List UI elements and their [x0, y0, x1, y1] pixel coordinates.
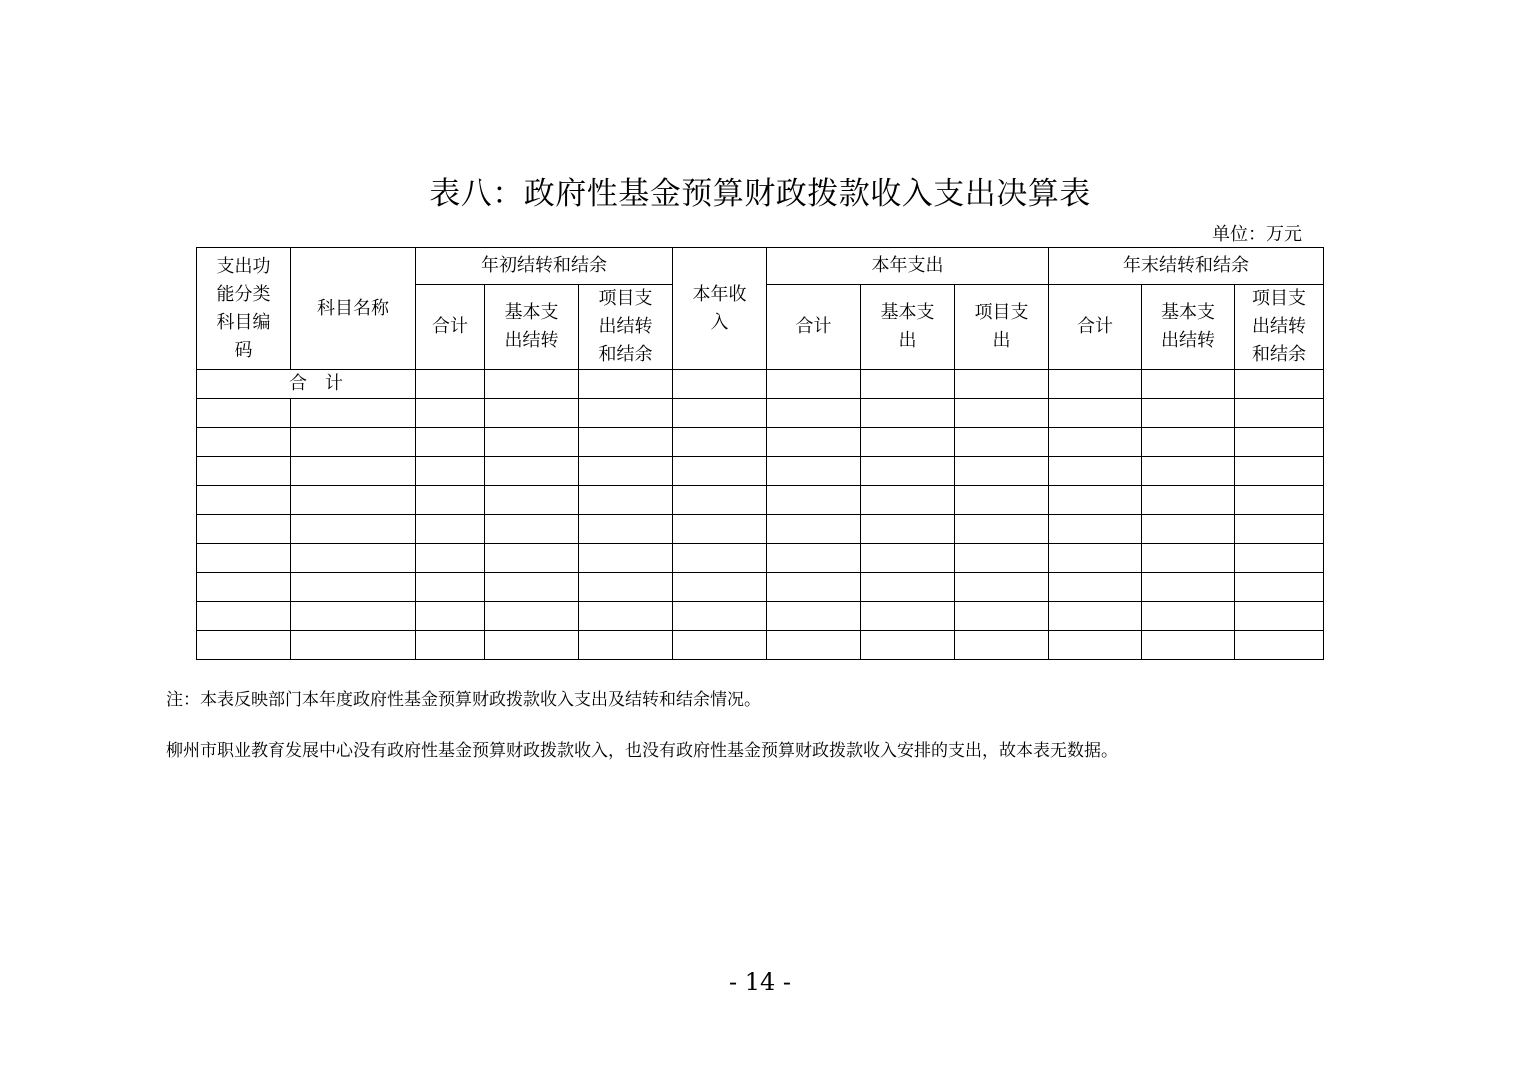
table-cell: [1142, 544, 1235, 573]
table-cell: [1049, 631, 1142, 660]
table-cell: [579, 602, 673, 631]
table-cell: [861, 399, 955, 428]
table-cell: [291, 428, 416, 457]
table-cell: [1142, 399, 1235, 428]
header-opening-basic: 基本支 出结转: [485, 285, 579, 370]
table-row: [197, 399, 1324, 428]
table-cell: [579, 631, 673, 660]
table-cell: [291, 631, 416, 660]
table-cell: [291, 573, 416, 602]
table-cell: [673, 428, 767, 457]
table-cell: [1235, 457, 1324, 486]
unit-label: 单位：万元: [1212, 224, 1302, 245]
table-cell: [197, 631, 291, 660]
table-cell: [416, 428, 485, 457]
table-cell: [1049, 544, 1142, 573]
table-cell: [579, 573, 673, 602]
table-cell: [861, 544, 955, 573]
header-expense-basic: 基本支 出: [861, 285, 955, 370]
header-code: 支出功 能分类 科目编 码: [197, 248, 291, 370]
table-cell: [485, 631, 579, 660]
header-closing-project: 项目支 出结转 和结余: [1235, 285, 1324, 370]
table-cell: [485, 544, 579, 573]
table-cell: [955, 573, 1049, 602]
table-cell: [767, 428, 861, 457]
table-cell: [767, 399, 861, 428]
table-cell: [861, 515, 955, 544]
table-cell: [1235, 486, 1324, 515]
table-cell: [1235, 631, 1324, 660]
table-cell: [1049, 457, 1142, 486]
table-cell: [197, 544, 291, 573]
table-cell: [291, 544, 416, 573]
table-cell: [1142, 573, 1235, 602]
note-no-data: 柳州市职业教育发展中心没有政府性基金预算财政拨款收入，也没有政府性基金预算财政拨款收入安排的支出，故本表无数据。: [166, 741, 1118, 761]
table-cell: [1049, 399, 1142, 428]
table-cell: [955, 428, 1049, 457]
table-cell: [291, 399, 416, 428]
table-cell: [416, 486, 485, 515]
table-cell: [955, 602, 1049, 631]
header-closing-total: 合计: [1049, 285, 1142, 370]
table-cell: [197, 602, 291, 631]
table-cell: [291, 486, 416, 515]
table-cell: [197, 399, 291, 428]
table-cell: [1235, 602, 1324, 631]
table-cell: [416, 457, 485, 486]
table-cell: [197, 486, 291, 515]
table-cell: [673, 486, 767, 515]
table-cell: [485, 428, 579, 457]
table-cell: [1235, 399, 1324, 428]
header-closing-balance: 年末结转和结余: [1049, 248, 1324, 285]
table-cell: [1049, 602, 1142, 631]
table-cell: [291, 457, 416, 486]
table-cell: [485, 602, 579, 631]
table-cell: [579, 457, 673, 486]
table-cell: [767, 544, 861, 573]
table-cell: [485, 515, 579, 544]
header-expense-total: 合计: [767, 285, 861, 370]
total-row: [197, 370, 1324, 399]
table-cell: [485, 573, 579, 602]
table-row: [197, 602, 1324, 631]
header-current-income: 本年收 入: [673, 248, 767, 370]
table-cell: [767, 515, 861, 544]
table-cell: [1049, 515, 1142, 544]
table-cell: [955, 544, 1049, 573]
table-cell: [579, 515, 673, 544]
header-closing-basic: 基本支 出结转: [1142, 285, 1235, 370]
table-cell: [1142, 515, 1235, 544]
table-cell: [767, 573, 861, 602]
table-cell: [767, 486, 861, 515]
table-cell: [416, 602, 485, 631]
page-title: 表八：政府性基金预算财政拨款收入支出决算表: [429, 176, 1091, 212]
table-cell: [955, 399, 1049, 428]
table-cell: [579, 486, 673, 515]
header-current-expense: 本年支出: [767, 248, 1049, 285]
table-cell: [1049, 428, 1142, 457]
table-cell: [485, 486, 579, 515]
table-cell: [861, 573, 955, 602]
table-cell: [1235, 573, 1324, 602]
table-cell: [1142, 602, 1235, 631]
table-cell: [291, 515, 416, 544]
table-row: [197, 631, 1324, 660]
header-opening-project: 项目支 出结转 和结余: [579, 285, 673, 370]
table-cell: [579, 428, 673, 457]
header-opening-total: 合计: [416, 285, 485, 370]
table-cell: [579, 544, 673, 573]
table-cell: [416, 631, 485, 660]
table-cell: [673, 515, 767, 544]
page-number: - 14 -: [728, 968, 791, 996]
table-cell: [197, 515, 291, 544]
table-cell: [197, 573, 291, 602]
header-subject-name: 科目名称: [291, 248, 416, 370]
table-cell: [861, 602, 955, 631]
table-cell: [485, 457, 579, 486]
table-cell: [673, 399, 767, 428]
table-cell: [1049, 573, 1142, 602]
table-cell: [1142, 428, 1235, 457]
table-cell: [1142, 457, 1235, 486]
table-cell: [767, 631, 861, 660]
table-cell: [485, 399, 579, 428]
table-cell: [955, 486, 1049, 515]
table-cell: [955, 631, 1049, 660]
table-cell: [291, 602, 416, 631]
table-cell: [197, 457, 291, 486]
table-row: [197, 515, 1324, 544]
table-cell: [861, 428, 955, 457]
table-cell: [1049, 486, 1142, 515]
header-expense-project: 项目支 出: [955, 285, 1049, 370]
table-cell: [955, 457, 1049, 486]
table-cell: [861, 486, 955, 515]
table-row: [197, 428, 1324, 457]
table-cell: [1142, 486, 1235, 515]
table-cell: [579, 399, 673, 428]
table-cell: [673, 602, 767, 631]
table-cell: [767, 457, 861, 486]
table-cell: [197, 428, 291, 457]
total-label: 合 计: [197, 370, 416, 399]
table-cell: [861, 457, 955, 486]
table-cell: [416, 573, 485, 602]
table-cell: [1235, 515, 1324, 544]
table-cell: [1142, 631, 1235, 660]
table-cell: [416, 399, 485, 428]
table-cell: [1235, 544, 1324, 573]
table-cell: [416, 544, 485, 573]
table-row: [197, 486, 1324, 515]
table-cell: [673, 544, 767, 573]
table-row: [197, 573, 1324, 602]
table-cell: [861, 631, 955, 660]
table-row: [197, 544, 1324, 573]
table-row: [197, 457, 1324, 486]
table-cell: [1235, 428, 1324, 457]
budget-table: [196, 247, 1324, 660]
table-cell: [416, 515, 485, 544]
table-cell: [767, 602, 861, 631]
note-description: 注：本表反映部门本年度政府性基金预算财政拨款收入支出及结转和结余情况。: [166, 690, 761, 710]
header-opening-balance: 年初结转和结余: [416, 248, 673, 285]
table-cell: [955, 515, 1049, 544]
table-cell: [673, 631, 767, 660]
table-cell: [673, 457, 767, 486]
table-cell: [673, 573, 767, 602]
